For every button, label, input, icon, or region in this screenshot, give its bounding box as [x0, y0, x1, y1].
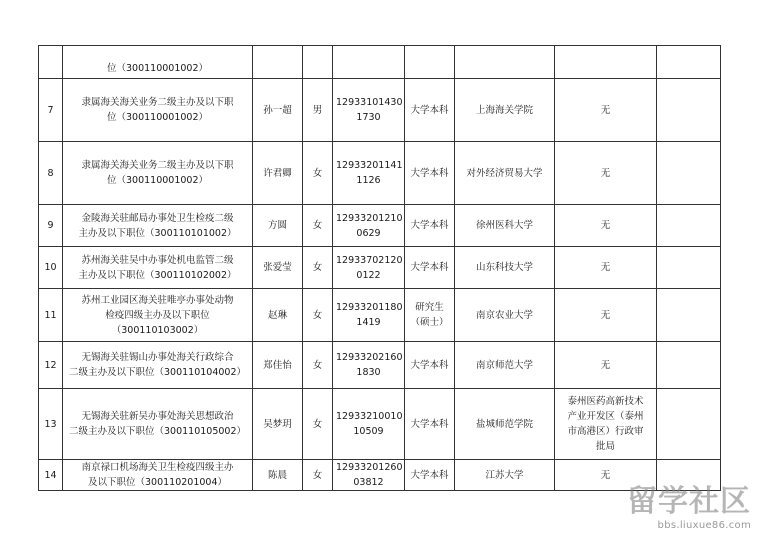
education-cell: 大学本科 [405, 79, 455, 142]
unit-cell: 无 [555, 342, 657, 389]
row-index: 14 [39, 460, 63, 491]
position-cell: 苏州海关驻吴中办事处机电监管二级 主办及以下职位（300110102002） [63, 247, 253, 289]
row-index: 8 [39, 142, 63, 205]
gender-cell: 女 [303, 142, 333, 205]
gender-cell: 女 [303, 289, 333, 342]
education-cell: 大学本科 [405, 389, 455, 460]
position-cell: 隶属海关海关业务二级主办及以下职 位（300110001002） [63, 142, 253, 205]
education-cell: 大学本科 [405, 247, 455, 289]
table-row [39, 46, 721, 79]
table-row [39, 460, 721, 491]
unit-cell: 无 [555, 142, 657, 205]
blank-cell [657, 247, 721, 289]
row-index [39, 46, 63, 79]
gender-cell: 男 [303, 79, 333, 142]
exam-id-cell: 12933201141 1126 [333, 142, 405, 205]
education-cell: 研究生 （硕士） [405, 289, 455, 342]
position-cell: 南京禄口机场海关卫生检疫四级主办 及以下职位（300110201004） [63, 460, 253, 491]
name-cell: 陈晨 [253, 460, 303, 491]
row-index: 9 [39, 205, 63, 247]
name-cell: 许君卿 [253, 142, 303, 205]
exam-id-cell [333, 46, 405, 79]
blank-cell [657, 46, 721, 79]
education-cell: 大学本科 [405, 205, 455, 247]
exam-id-cell: 12933201210 0629 [333, 205, 405, 247]
table-body [39, 46, 721, 491]
unit-cell: 无 [555, 247, 657, 289]
exam-id-cell: 12933210010 10509 [333, 389, 405, 460]
watermark-url: bbs.liuxue86.com [657, 520, 751, 531]
exam-id-cell: 12933101430 1730 [333, 79, 405, 142]
unit-cell [555, 46, 657, 79]
name-cell: 郑佳怡 [253, 342, 303, 389]
blank-cell [657, 342, 721, 389]
exam-id-cell: 12933201260 03812 [333, 460, 405, 491]
school-cell: 对外经济贸易大学 [455, 142, 555, 205]
table-row [39, 289, 721, 342]
watermark [591, 484, 751, 531]
blank-cell [657, 205, 721, 247]
table-row [39, 142, 721, 205]
table-row [39, 247, 721, 289]
name-cell: 方圆 [253, 205, 303, 247]
unit-cell: 无 [555, 289, 657, 342]
blank-cell [657, 289, 721, 342]
school-cell: 南京师范大学 [455, 342, 555, 389]
position-cell: 金陵海关驻邮局办事处卫生检疫二级 主办及以下职位（300110101002） [63, 205, 253, 247]
position-cell: 苏州工业园区海关驻唯亭办事处动物 检疫四级主办及以下职位 （300110103002） [63, 289, 253, 342]
school-cell [455, 46, 555, 79]
name-cell: 吴梦玥 [253, 389, 303, 460]
unit-cell: 无 [555, 205, 657, 247]
table-row [39, 389, 721, 460]
row-index: 13 [39, 389, 63, 460]
gender-cell [303, 46, 333, 79]
unit-cell: 无 [555, 460, 657, 491]
name-cell: 孙一超 [253, 79, 303, 142]
school-cell: 江苏大学 [455, 460, 555, 491]
blank-cell [657, 389, 721, 460]
school-cell: 山东科技大学 [455, 247, 555, 289]
gender-cell: 女 [303, 205, 333, 247]
results-table [38, 45, 721, 491]
exam-id-cell: 12933201180 1419 [333, 289, 405, 342]
row-index: 11 [39, 289, 63, 342]
gender-cell: 女 [303, 389, 333, 460]
table-row [39, 342, 721, 389]
education-cell: 大学本科 [405, 460, 455, 491]
name-cell: 赵琳 [253, 289, 303, 342]
row-index: 7 [39, 79, 63, 142]
gender-cell: 女 [303, 460, 333, 491]
gender-cell: 女 [303, 247, 333, 289]
unit-cell: 泰州医药高新技术 产业开发区（泰州 市高港区）行政审 批局 [555, 389, 657, 460]
school-cell: 上海海关学院 [455, 79, 555, 142]
row-index: 12 [39, 342, 63, 389]
table-row [39, 79, 721, 142]
position-cell: 隶属海关海关业务二级主办及以下职 位（300110001002） [63, 79, 253, 142]
watermark-logo: 留学社区 [627, 484, 751, 519]
education-cell: 大学本科 [405, 342, 455, 389]
blank-cell [657, 79, 721, 142]
exam-id-cell: 12933202160 1830 [333, 342, 405, 389]
position-cell: 无锡海关驻新吴办事处海关思想政治 二级主办及以下职位（300110105002） [63, 389, 253, 460]
position-cell: 位（300110001002） [63, 46, 253, 79]
table-row [39, 205, 721, 247]
row-index: 10 [39, 247, 63, 289]
exam-id-cell: 12933702120 0122 [333, 247, 405, 289]
unit-cell: 无 [555, 79, 657, 142]
name-cell: 张爱莹 [253, 247, 303, 289]
position-cell: 无锡海关驻锡山办事处海关行政综合 二级主办及以下职位（300110104002） [63, 342, 253, 389]
school-cell: 盐城师范学院 [455, 389, 555, 460]
blank-cell [657, 142, 721, 205]
school-cell: 徐州医科大学 [455, 205, 555, 247]
education-cell [405, 46, 455, 79]
education-cell: 大学本科 [405, 142, 455, 205]
gender-cell: 女 [303, 342, 333, 389]
school-cell: 南京农业大学 [455, 289, 555, 342]
name-cell [253, 46, 303, 79]
